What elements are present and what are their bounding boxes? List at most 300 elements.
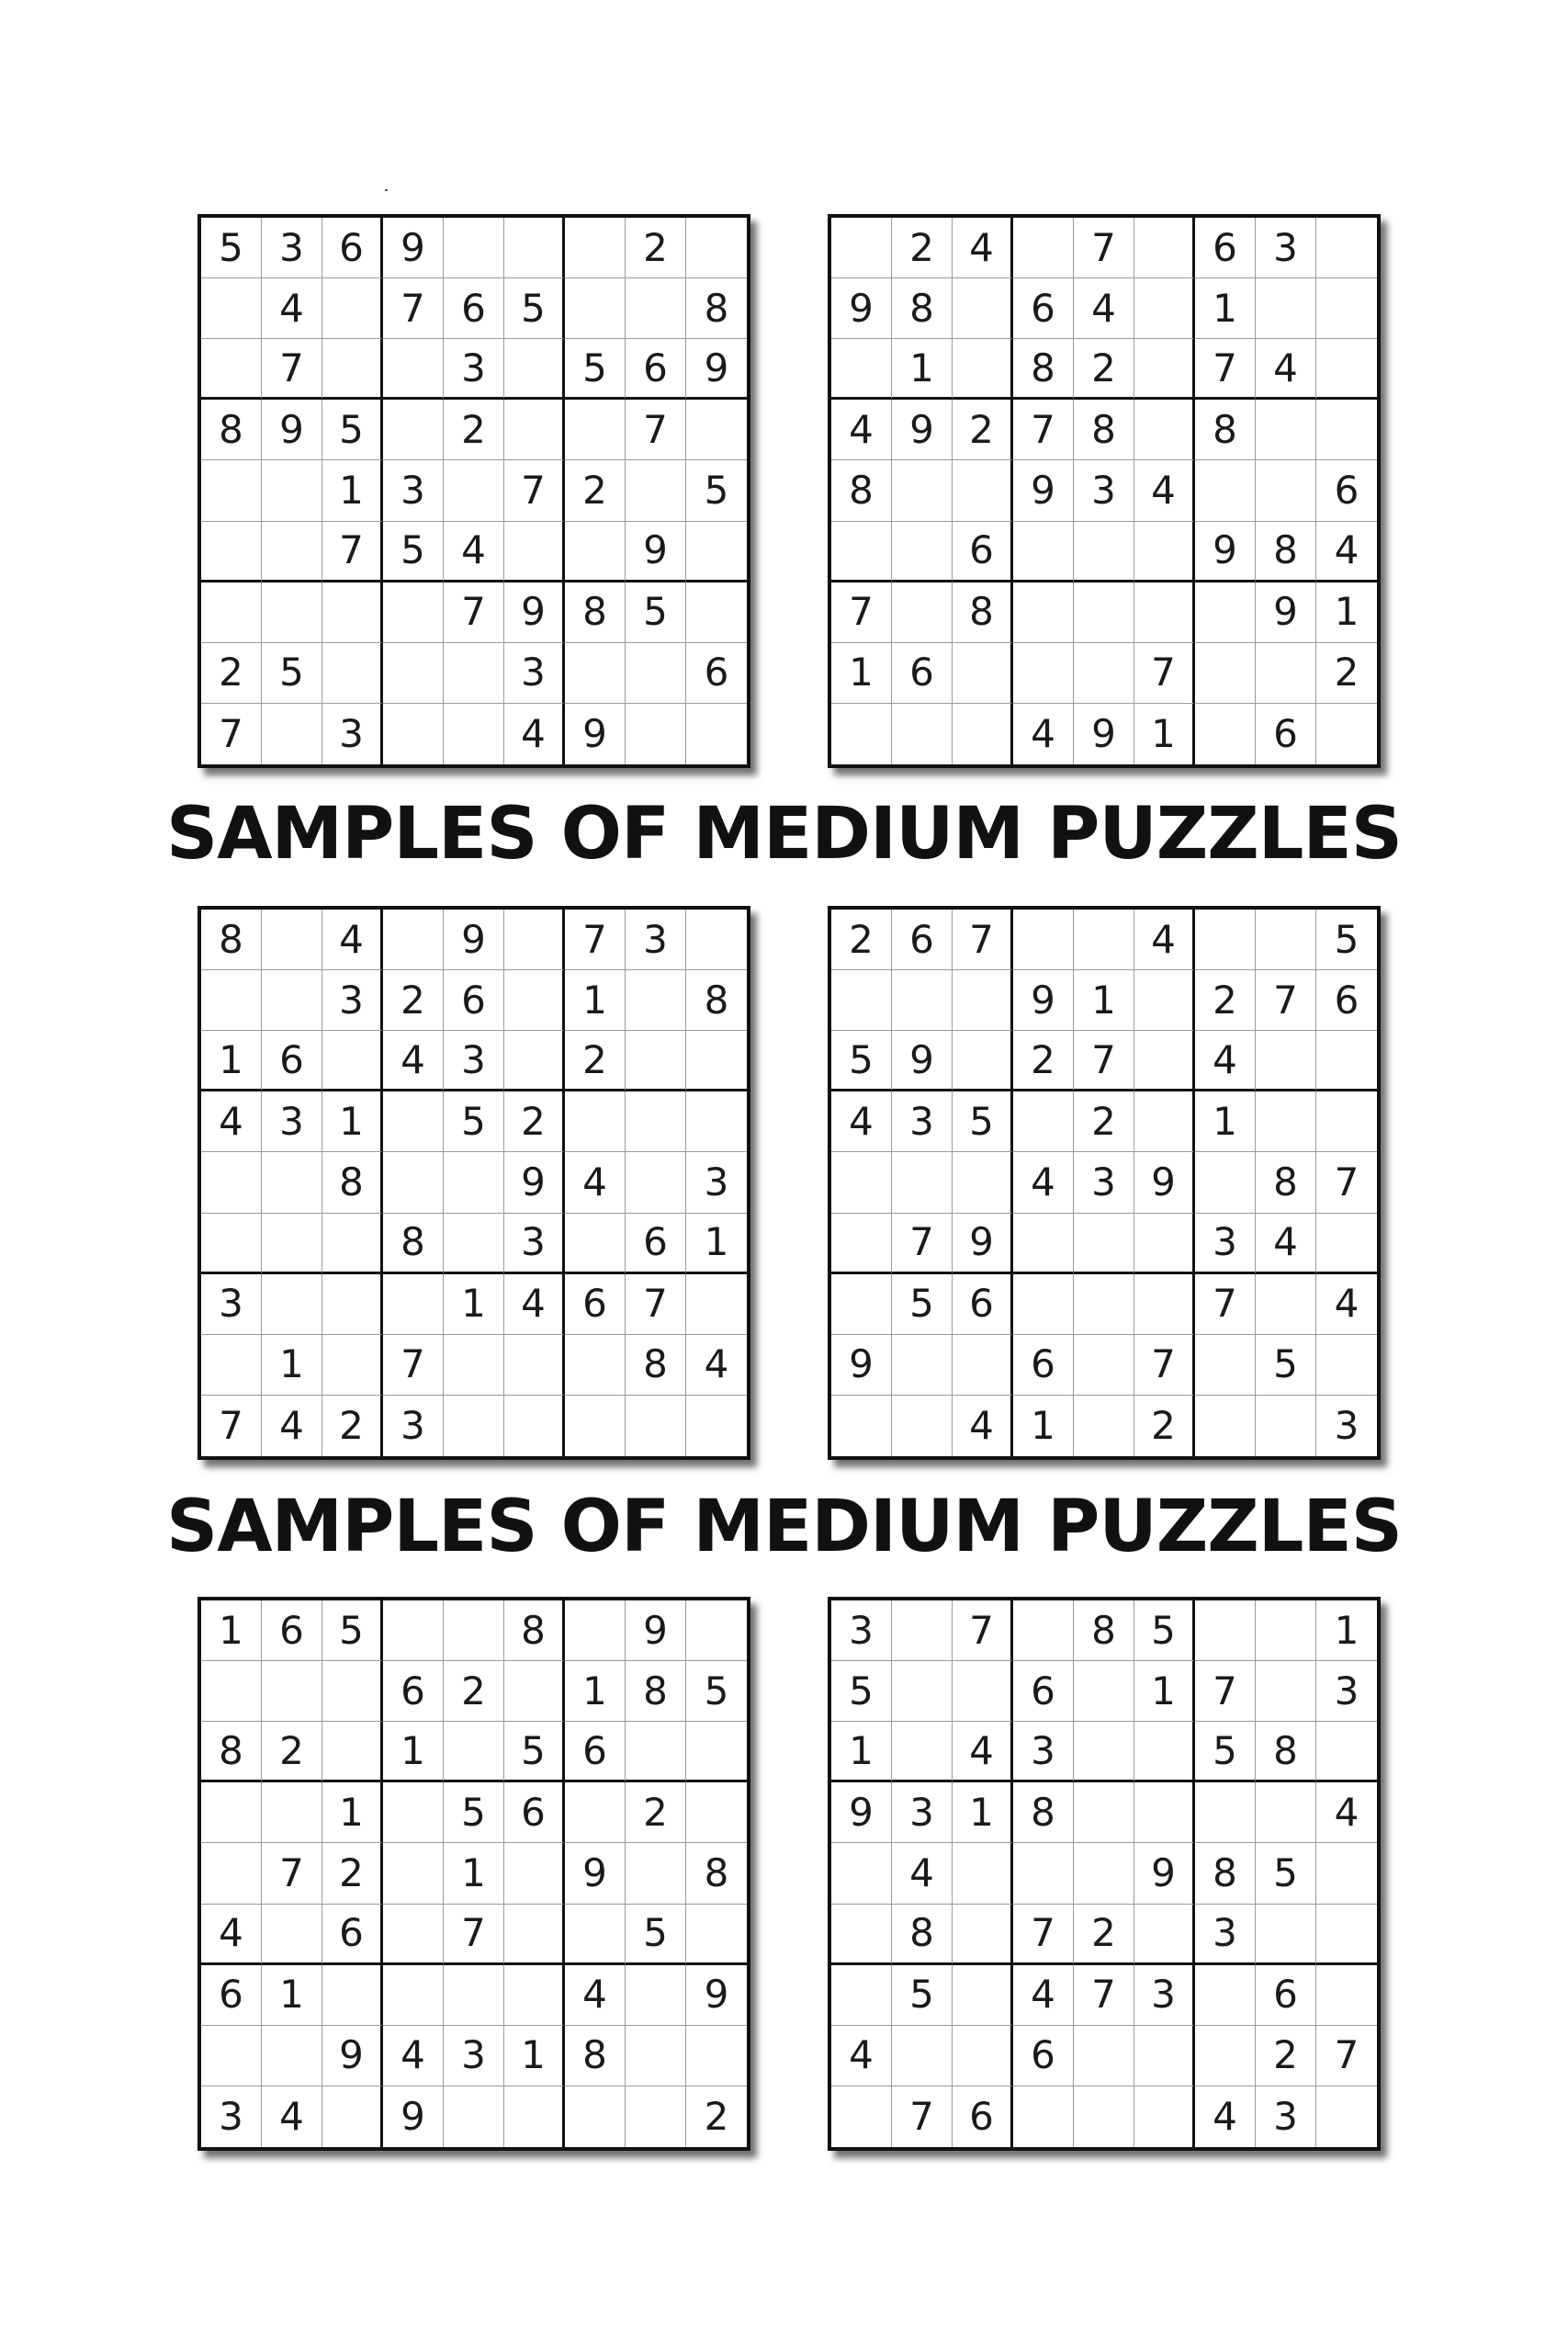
sudoku-cell: [322, 1274, 383, 1335]
cell-digit: 2: [1334, 650, 1359, 695]
sudoku-cell: [1195, 643, 1256, 704]
sudoku-cell: [262, 1274, 322, 1335]
sudoku-cell: [322, 339, 383, 400]
cell-digit: 4: [1213, 1036, 1237, 1082]
sudoku-cell: [201, 1214, 262, 1274]
cell-digit: 9: [704, 345, 729, 390]
sudoku-cell: [1134, 970, 1195, 1031]
cell-digit: 1: [1031, 1402, 1055, 1448]
sudoku-cell: [565, 1722, 626, 1782]
sudoku-cell: [1074, 1335, 1134, 1396]
sudoku-cell: [831, 1214, 892, 1274]
cell-digit: 2: [461, 1668, 486, 1713]
sudoku-cell: [504, 1091, 565, 1152]
sudoku-cell: [1195, 1152, 1256, 1213]
cell-digit: 7: [1213, 1281, 1237, 1327]
sudoku-cell: [626, 1091, 686, 1152]
sudoku-cell: [1074, 278, 1134, 339]
sudoku-cell: [565, 1335, 626, 1396]
cell-digit: 4: [1334, 1281, 1359, 1327]
sudoku-cell: [444, 2026, 504, 2086]
sudoku-cell: [686, 522, 747, 582]
cell-digit: 2: [219, 650, 243, 695]
cell-digit: 5: [909, 1972, 934, 2018]
sudoku-cell: [1195, 1722, 1256, 1782]
sudoku-cell: [262, 910, 322, 970]
sudoku-cell: [626, 704, 686, 764]
sudoku-cell: [686, 1965, 747, 2026]
sudoku-cell: [322, 1722, 383, 1782]
sudoku-cell: [626, 643, 686, 704]
cell-digit: 6: [1031, 1341, 1055, 1387]
cell-digit: 3: [1273, 2093, 1298, 2139]
sudoku-cell: [686, 1274, 747, 1335]
cell-digit: 4: [969, 224, 994, 270]
sudoku-cell: [1195, 218, 1256, 278]
sudoku-cell: [1316, 1091, 1377, 1152]
sudoku-cell: [953, 1335, 1013, 1396]
sudoku-cell: [565, 1274, 626, 1335]
cell-digit: 5: [969, 1098, 994, 1144]
cell-digit: 6: [1273, 710, 1298, 756]
sudoku-cell: [1013, 1600, 1074, 1661]
cell-digit: 5: [582, 345, 607, 390]
sudoku-cell: [444, 1091, 504, 1152]
sudoku-cell: [383, 400, 444, 460]
cell-digit: 4: [849, 2032, 874, 2078]
cell-digit: 9: [279, 406, 304, 452]
cell-digit: 7: [643, 406, 668, 452]
cell-digit: 5: [1213, 1727, 1237, 1773]
sudoku-cell: [953, 910, 1013, 970]
sudoku-cell: [201, 1661, 262, 1722]
sudoku-cell: [953, 1031, 1013, 1091]
sudoku-cell: [1195, 1782, 1256, 1843]
sudoku-cell: [262, 2086, 322, 2147]
cell-digit: 9: [1031, 977, 1055, 1023]
sudoku-cell: [383, 2026, 444, 2086]
sudoku-cell: [504, 1905, 565, 1965]
cell-digit: 1: [1334, 1607, 1359, 1653]
sudoku-cell: [262, 460, 322, 521]
cell-digit: 6: [969, 527, 994, 573]
sudoku-cell: [1134, 400, 1195, 460]
sudoku-cell: [444, 1965, 504, 2026]
cell-digit: 3: [219, 2093, 243, 2139]
cell-digit: 4: [339, 916, 364, 962]
cell-digit: 3: [339, 977, 364, 1023]
cell-digit: 5: [521, 1727, 546, 1773]
sudoku-cell: [262, 1396, 322, 1456]
cell-digit: 4: [279, 285, 304, 331]
cell-digit: 6: [1031, 2032, 1055, 2078]
sudoku-cell: [504, 2086, 565, 2147]
sudoku-cell: [686, 1335, 747, 1396]
sudoku-cell: [1256, 2026, 1316, 2086]
sudoku-cell: [565, 970, 626, 1031]
sudoku-cell: [322, 1843, 383, 1904]
cell-digit: 1: [1091, 977, 1116, 1023]
sudoku-cell: [565, 643, 626, 704]
cell-digit: 2: [521, 1098, 546, 1144]
sudoku-cell: [383, 1031, 444, 1091]
cell-digit: 1: [279, 1972, 304, 2018]
sudoku-cell: [626, 1335, 686, 1396]
sudoku-cell: [504, 1600, 565, 1661]
cell-digit: 8: [643, 1341, 668, 1387]
sudoku-cell: [444, 1782, 504, 1843]
sudoku-puzzle-3: [197, 906, 750, 1460]
cell-digit: 9: [582, 710, 607, 756]
cell-digit: 1: [1334, 589, 1359, 635]
sudoku-cell: [383, 278, 444, 339]
cell-digit: 5: [461, 1789, 486, 1835]
sudoku-cell: [383, 704, 444, 764]
cell-digit: 4: [521, 1281, 546, 1327]
sudoku-cell: [444, 1396, 504, 1456]
sudoku-cell: [1256, 1722, 1316, 1782]
sudoku-cell: [1134, 1274, 1195, 1335]
cell-digit: 4: [1334, 527, 1359, 573]
sudoku-cell: [504, 643, 565, 704]
sudoku-cell: [322, 460, 383, 521]
sudoku-cell: [953, 643, 1013, 704]
sudoku-cell: [565, 1782, 626, 1843]
cell-digit: 8: [1273, 1727, 1298, 1773]
cell-digit: 6: [1031, 1668, 1055, 1713]
cell-digit: 6: [339, 224, 364, 270]
sudoku-cell: [1256, 218, 1316, 278]
sudoku-cell: [831, 1722, 892, 1782]
sudoku-cell: [1195, 278, 1256, 339]
sudoku-cell: [444, 1905, 504, 1965]
sudoku-cell: [1316, 1152, 1377, 1213]
cell-digit: 2: [849, 916, 874, 962]
sudoku-cell: [444, 582, 504, 643]
sudoku-cell: [565, 218, 626, 278]
cell-digit: 7: [969, 916, 994, 962]
sudoku-puzzle-2: [828, 214, 1381, 768]
sudoku-cell: [565, 1152, 626, 1213]
cell-digit: 3: [461, 2032, 486, 2078]
sudoku-cell: [201, 1335, 262, 1396]
cell-digit: 3: [643, 916, 668, 962]
sudoku-cell: [1134, 522, 1195, 582]
cell-digit: 3: [1334, 1402, 1359, 1448]
cell-digit: 5: [219, 224, 243, 270]
sudoku-cell: [1256, 1843, 1316, 1904]
cell-digit: 2: [909, 224, 934, 270]
sudoku-cell: [383, 1905, 444, 1965]
sudoku-cell: [953, 400, 1013, 460]
cell-digit: 7: [1031, 406, 1055, 452]
sudoku-cell: [504, 522, 565, 582]
sudoku-cell: [1074, 643, 1134, 704]
cell-digit: 9: [969, 1219, 994, 1265]
sudoku-cell: [565, 582, 626, 643]
sudoku-cell: [565, 1661, 626, 1722]
sudoku-cell: [831, 1843, 892, 1904]
sudoku-cell: [383, 1335, 444, 1396]
cell-digit: 5: [909, 1281, 934, 1327]
sudoku-cell: [831, 643, 892, 704]
cell-digit: 5: [279, 650, 304, 695]
sudoku-cell: [504, 1722, 565, 1782]
sudoku-cell: [686, 2026, 747, 2086]
cell-digit: 6: [1031, 285, 1055, 331]
sudoku-cell: [953, 278, 1013, 339]
sudoku-cell: [1195, 2086, 1256, 2147]
sudoku-cell: [383, 1152, 444, 1213]
sudoku-cell: [892, 1214, 953, 1274]
cell-digit: 4: [400, 1036, 425, 1082]
sudoku-cell: [892, 704, 953, 764]
cell-digit: 9: [1273, 589, 1298, 635]
sudoku-cell: [201, 1274, 262, 1335]
cell-digit: 1: [339, 1789, 364, 1835]
sudoku-cell: [1013, 1091, 1074, 1152]
sudoku-cell: [1195, 460, 1256, 521]
sudoku-cell: [892, 1600, 953, 1661]
sudoku-cell: [1013, 1274, 1074, 1335]
sudoku-cell: [831, 1782, 892, 1843]
cell-digit: 7: [1091, 224, 1116, 270]
cell-digit: 7: [1334, 1159, 1359, 1204]
sudoku-cell: [626, 582, 686, 643]
sudoku-cell: [1134, 2026, 1195, 2086]
sudoku-cell: [1134, 704, 1195, 764]
sudoku-cell: [201, 1600, 262, 1661]
cell-digit: 2: [1091, 1098, 1116, 1144]
sudoku-cell: [504, 1214, 565, 1274]
cell-digit: 6: [1334, 977, 1359, 1023]
sudoku-cell: [1074, 218, 1134, 278]
sudoku-cell: [1013, 278, 1074, 339]
cell-digit: 8: [1091, 1607, 1116, 1653]
sudoku-cell: [686, 1843, 747, 1904]
cell-digit: 2: [1031, 1036, 1055, 1082]
sudoku-cell: [1013, 1722, 1074, 1782]
sudoku-cell: [1316, 339, 1377, 400]
cell-digit: 7: [279, 345, 304, 390]
cell-digit: 7: [909, 1219, 934, 1265]
sudoku-cell: [1256, 1661, 1316, 1722]
sudoku-cell: [1134, 218, 1195, 278]
sudoku-cell: [1195, 1965, 1256, 2026]
sudoku-cell: [262, 1843, 322, 1904]
sudoku-cell: [383, 460, 444, 521]
cell-digit: 8: [582, 2032, 607, 2078]
sudoku-cell: [953, 1661, 1013, 1722]
cell-digit: 4: [461, 527, 486, 573]
cell-digit: 6: [704, 650, 729, 695]
sudoku-cell: [383, 339, 444, 400]
sudoku-cell: [626, 1152, 686, 1213]
cell-digit: 7: [219, 1402, 243, 1448]
sudoku-cell: [444, 1661, 504, 1722]
cell-digit: 8: [1091, 406, 1116, 452]
cell-digit: 3: [461, 345, 486, 390]
sudoku-cell: [444, 522, 504, 582]
cell-digit: 2: [339, 1849, 364, 1895]
sudoku-cell: [953, 460, 1013, 521]
sudoku-cell: [626, 1905, 686, 1965]
cell-digit: 1: [279, 1341, 304, 1387]
cell-digit: 4: [1091, 285, 1116, 331]
sudoku-cell: [892, 1905, 953, 1965]
sudoku-cell: [1013, 1965, 1074, 2026]
sudoku-cell: [565, 910, 626, 970]
cell-digit: 5: [1273, 1849, 1298, 1895]
cell-digit: 7: [219, 710, 243, 756]
sudoku-cell: [444, 1335, 504, 1396]
sudoku-cell: [322, 1661, 383, 1722]
sudoku-cell: [444, 1152, 504, 1213]
sudoku-cell: [201, 1905, 262, 1965]
sudoku-cell: [1256, 1396, 1316, 1456]
cell-digit: 4: [279, 1402, 304, 1448]
cell-digit: 2: [969, 406, 994, 452]
sudoku-cell: [1074, 1091, 1134, 1152]
sudoku-cell: [1074, 1965, 1134, 2026]
sudoku-cell: [686, 1722, 747, 1782]
cell-digit: 1: [339, 1098, 364, 1144]
cell-digit: 6: [219, 1972, 243, 2018]
cell-digit: 8: [1273, 1159, 1298, 1204]
sudoku-cell: [686, 1214, 747, 1274]
sudoku-cell: [953, 1843, 1013, 1904]
sudoku-cell: [831, 522, 892, 582]
sudoku-cell: [686, 970, 747, 1031]
sudoku-cell: [322, 704, 383, 764]
sudoku-cell: [1256, 522, 1316, 582]
sudoku-cell: [504, 218, 565, 278]
sudoku-cell: [383, 1214, 444, 1274]
sudoku-cell: [565, 2086, 626, 2147]
sudoku-cell: [1195, 704, 1256, 764]
sudoku-cell: [1074, 704, 1134, 764]
cell-digit: 8: [849, 467, 874, 513]
sudoku-cell: [1013, 1661, 1074, 1722]
sudoku-cell: [322, 522, 383, 582]
sudoku-cell: [1134, 460, 1195, 521]
cell-digit: 1: [1151, 1668, 1176, 1713]
sudoku-cell: [262, 1152, 322, 1213]
sudoku-cell: [953, 1274, 1013, 1335]
sudoku-cell: [1134, 1214, 1195, 1274]
cell-digit: 7: [643, 1281, 668, 1327]
sudoku-cell: [1195, 1396, 1256, 1456]
cell-digit: 3: [219, 1281, 243, 1327]
sudoku-cell: [565, 400, 626, 460]
cell-digit: 5: [643, 589, 668, 635]
sudoku-cell: [383, 643, 444, 704]
sudoku-cell: [1013, 2086, 1074, 2147]
cell-digit: 1: [339, 467, 364, 513]
sudoku-cell: [1256, 1600, 1316, 1661]
cell-digit: 8: [219, 406, 243, 452]
sudoku-cell: [444, 278, 504, 339]
cell-digit: 7: [849, 589, 874, 635]
sudoku-cell: [1256, 2086, 1316, 2147]
sudoku-cell: [383, 910, 444, 970]
sudoku-cell: [892, 1335, 953, 1396]
sudoku-cell: [626, 339, 686, 400]
sudoku-cell: [953, 2086, 1013, 2147]
sudoku-cell: [322, 1965, 383, 2026]
sudoku-cell: [1074, 582, 1134, 643]
cell-digit: 5: [461, 1098, 486, 1144]
sudoku-cell: [201, 1722, 262, 1782]
sudoku-cell: [1134, 1396, 1195, 1456]
sudoku-cell: [201, 1091, 262, 1152]
cell-digit: 3: [339, 710, 364, 756]
cell-digit: 2: [1091, 345, 1116, 390]
cell-digit: 1: [582, 1668, 607, 1713]
sudoku-cell: [383, 2086, 444, 2147]
cell-digit: 7: [582, 916, 607, 962]
sudoku-cell: [444, 2086, 504, 2147]
cell-digit: 5: [400, 527, 425, 573]
cell-digit: 7: [461, 1910, 486, 1956]
sudoku-cell: [831, 1600, 892, 1661]
sudoku-cell: [1074, 1031, 1134, 1091]
cell-digit: 6: [339, 1910, 364, 1956]
sudoku-cell: [1013, 1843, 1074, 1904]
cell-digit: 4: [1031, 1972, 1055, 2018]
sudoku-cell: [1256, 1214, 1316, 1274]
sudoku-cell: [1195, 1091, 1256, 1152]
sudoku-cell: [1013, 1396, 1074, 1456]
cell-digit: 9: [909, 406, 934, 452]
sudoku-cell: [626, 1031, 686, 1091]
sudoku-cell: [504, 1274, 565, 1335]
sudoku-cell: [892, 1661, 953, 1722]
sudoku-cell: [1074, 400, 1134, 460]
sudoku-cell: [504, 1843, 565, 1904]
cell-digit: 8: [582, 589, 607, 635]
cell-digit: 6: [582, 1281, 607, 1327]
cell-digit: 9: [461, 916, 486, 962]
sudoku-cell: [626, 218, 686, 278]
sudoku-cell: [1316, 2086, 1377, 2147]
sudoku-cell: [322, 1152, 383, 1213]
sudoku-cell: [383, 582, 444, 643]
cell-digit: 9: [1151, 1159, 1176, 1204]
sudoku-cell: [686, 1091, 747, 1152]
sudoku-cell: [892, 1782, 953, 1843]
sudoku-cell: [383, 970, 444, 1031]
sudoku-cell: [1316, 1905, 1377, 1965]
sudoku-cell: [504, 400, 565, 460]
sudoku-cell: [565, 1905, 626, 1965]
cell-digit: 1: [219, 1607, 243, 1653]
cell-digit: 4: [1151, 467, 1176, 513]
sudoku-cell: [322, 970, 383, 1031]
sudoku-cell: [1013, 1152, 1074, 1213]
sudoku-cell: [1134, 278, 1195, 339]
sudoku-cell: [1195, 400, 1256, 460]
cell-digit: 9: [1151, 1849, 1176, 1895]
sudoku-cell: [201, 522, 262, 582]
sudoku-cell: [444, 1843, 504, 1904]
sudoku-cell: [892, 970, 953, 1031]
sudoku-cell: [953, 1152, 1013, 1213]
sudoku-cell: [1134, 2086, 1195, 2147]
sudoku-cell: [262, 1031, 322, 1091]
sudoku-cell: [686, 910, 747, 970]
sudoku-cell: [626, 910, 686, 970]
